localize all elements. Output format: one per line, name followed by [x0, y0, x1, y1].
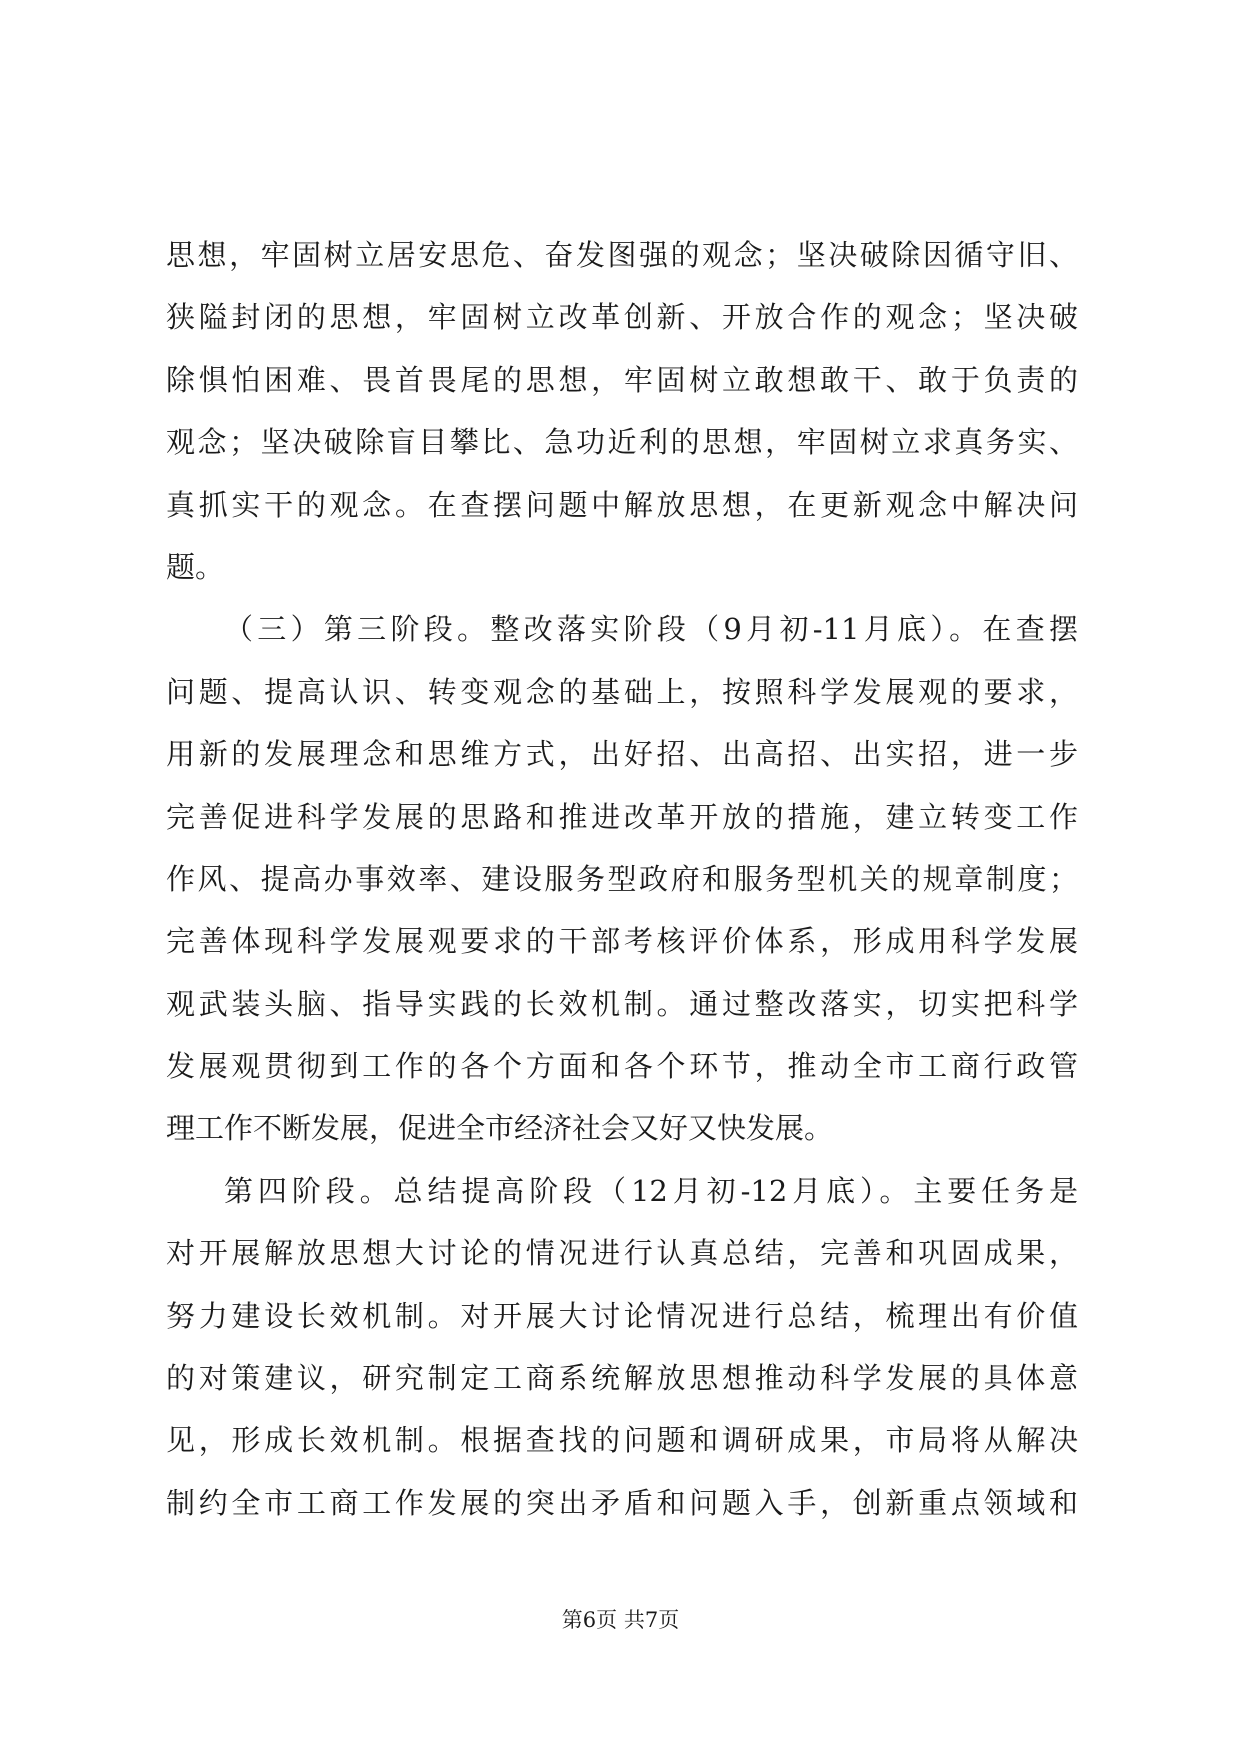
text-line: 作风、提高办事效率、建设服务型政府和服务型机关的规章制度； — [166, 861, 1078, 896]
text-line: 除惧怕困难、畏首畏尾的思想，牢固树立敢想敢干、敢于负责的 — [166, 362, 1078, 397]
text-line: 观念；坚决破除盲目攀比、急功近利的思想，牢固树立求真务实、 — [166, 425, 1078, 460]
text-line: 思想，牢固树立居安思危、奋发图强的观念；坚决破除因循守旧、 — [166, 238, 1078, 272]
text-line: 真抓实干的观念。在查摆问题中解放思想，在更新观念中解决问 — [166, 487, 1078, 522]
text-line: 观武装头脑、指导实践的长效机制。通过整改落实，切实把科学 — [166, 986, 1078, 1021]
text-line: 努力建设长效机制。对开展大讨论情况进行总结，梳理出有价值 — [166, 1298, 1078, 1333]
page-footer: 第6页 共7页 — [561, 1608, 680, 1632]
text-line: 制约全市工商工作发展的突出矛盾和问题入手，创新重点领域和 — [166, 1485, 1078, 1520]
body-text — [166, 224, 1078, 1534]
text-line: 狭隘封闭的思想，牢固树立改革创新、开放合作的观念；坚决破 — [166, 300, 1078, 335]
text-line: 完善体现科学发展观要求的干部考核评价体系，形成用科学发展 — [166, 924, 1078, 959]
text-line: 用新的发展理念和思维方式，出好招、出高招、出实招，进一步 — [166, 737, 1078, 772]
text-line: 对开展解放思想大讨论的情况进行认真总结，完善和巩固成果， — [166, 1236, 1078, 1271]
text-line: 问题、提高认识、转变观念的基础上，按照科学发展观的要求， — [166, 674, 1078, 709]
text-line: 完善促进科学发展的思路和推进改革开放的措施，建立转变工作 — [166, 799, 1078, 834]
text-line: （三）第三阶段。整改落实阶段（9月初-11月底）。在查摆 — [224, 612, 1078, 647]
text-line: 见，形成长效机制。根据查找的问题和调研成果，市局将从解决 — [166, 1423, 1078, 1458]
text-line: 题。 — [166, 549, 225, 584]
text-line: 理工作不断发展，促进全市经济社会又好又快发展。 — [166, 1111, 834, 1146]
text-line: 第四阶段。总结提高阶段（12月初-12月底）。主要任务是 — [224, 1173, 1078, 1208]
text-line: 发展观贯彻到工作的各个方面和各个环节，推动全市工商行政管 — [166, 1049, 1078, 1084]
text-line: 的对策建议，研究制定工商系统解放思想推动科学发展的具体意 — [166, 1361, 1078, 1396]
